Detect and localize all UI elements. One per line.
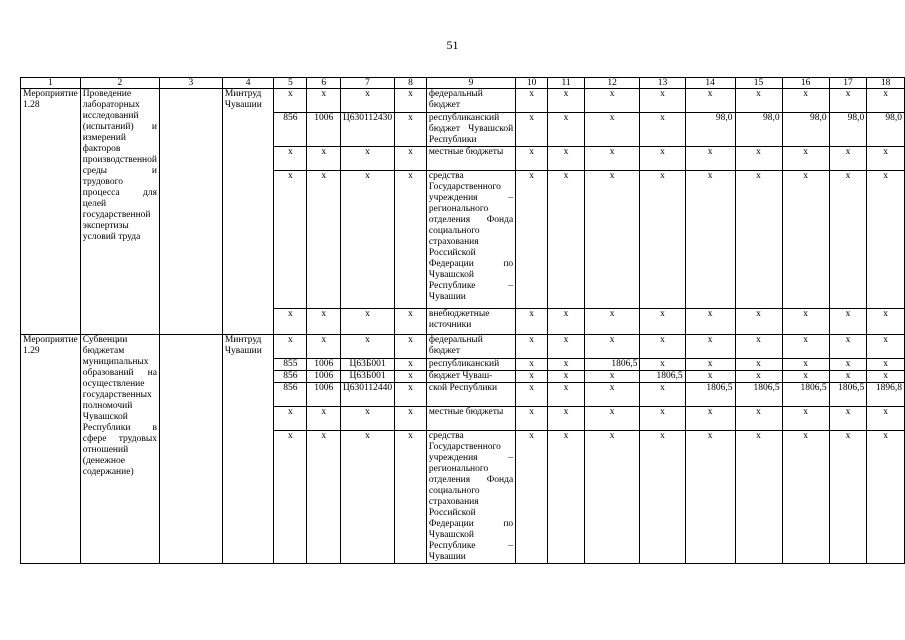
amount-cell: x <box>867 371 905 383</box>
amount-cell: x <box>584 371 640 383</box>
amount-cell: x <box>584 431 640 564</box>
amount-cell: x <box>516 407 548 431</box>
amount-cell: x <box>867 89 905 113</box>
amount-cell: x <box>685 309 735 335</box>
code-cell: x <box>307 309 340 335</box>
amount-cell: x <box>640 171 685 309</box>
amount-cell: x <box>640 359 685 371</box>
amount-cell: x <box>548 147 585 171</box>
header-cell: 2 <box>80 78 159 89</box>
event-number: Мероприятие 1.29 <box>21 335 81 564</box>
amount-cell: x <box>782 359 829 371</box>
amount-cell: x <box>685 407 735 431</box>
amount-cell: x <box>584 383 640 407</box>
code-cell: x <box>274 171 307 309</box>
header-cell: 17 <box>829 78 867 89</box>
amount-cell: x <box>516 371 548 383</box>
header-cell: 16 <box>782 78 829 89</box>
amount-cell: x <box>829 171 867 309</box>
amount-cell: 1896,8 <box>867 383 905 407</box>
amount-cell: x <box>516 431 548 564</box>
amount-cell: x <box>685 371 735 383</box>
amount-cell: x <box>782 371 829 383</box>
amount-cell: x <box>829 309 867 335</box>
amount-cell: x <box>735 407 782 431</box>
amount-cell: x <box>548 309 585 335</box>
amount-cell: x <box>867 309 905 335</box>
amount-cell: 98,0 <box>782 113 829 147</box>
code-cell: x <box>307 147 340 171</box>
amount-cell: x <box>829 431 867 564</box>
funding-source: местные бюджеты <box>426 407 515 431</box>
code-cell: x <box>274 147 307 171</box>
amount-cell: x <box>516 113 548 147</box>
amount-cell: x <box>584 335 640 359</box>
funding-source: средства Государственного учреждения – регионального отделения Фонда социального страхования Российской Федерации по Чувашской Республике – Чувашии <box>426 171 515 309</box>
amount-cell: x <box>782 89 829 113</box>
amount-cell: x <box>640 407 685 431</box>
header-cell: 7 <box>340 78 394 89</box>
amount-cell: x <box>867 335 905 359</box>
amount-cell: x <box>867 431 905 564</box>
amount-cell: 1806,5 <box>640 371 685 383</box>
amount-cell: x <box>829 359 867 371</box>
header-cell: 12 <box>584 78 640 89</box>
amount-cell: x <box>516 383 548 407</box>
amount-cell: x <box>516 335 548 359</box>
code-cell: 855 <box>274 359 307 371</box>
amount-cell: x <box>584 147 640 171</box>
code-cell: x <box>307 407 340 431</box>
amount-cell: x <box>735 371 782 383</box>
code-cell: x <box>395 371 427 383</box>
code-cell: x <box>395 147 427 171</box>
funding-source: бюджет Чуваш- <box>426 371 515 383</box>
code-cell: x <box>274 335 307 359</box>
header-cell: 9 <box>426 78 515 89</box>
amount-cell: x <box>782 309 829 335</box>
amount-cell: x <box>782 335 829 359</box>
amount-cell: x <box>685 335 735 359</box>
event-name: Субвенции бюджетам муниципальных образований на осуществление государственных полномочий Чувашской Республики в сфере трудовых отношений (денежное содержание) <box>80 335 159 564</box>
code-cell: 1006 <box>307 371 340 383</box>
amount-cell: x <box>548 383 585 407</box>
amount-cell: x <box>829 371 867 383</box>
amount-cell: x <box>516 89 548 113</box>
amount-cell: x <box>516 147 548 171</box>
amount-cell: 1806,5 <box>829 383 867 407</box>
amount-cell: 98,0 <box>829 113 867 147</box>
code-cell: x <box>395 335 427 359</box>
header-cell: 10 <box>516 78 548 89</box>
amount-cell: x <box>584 89 640 113</box>
code-cell: 856 <box>274 371 307 383</box>
amount-cell: x <box>640 89 685 113</box>
amount-cell: x <box>640 383 685 407</box>
funding-source: внебюджетные источники <box>426 309 515 335</box>
code-cell: x <box>274 431 307 564</box>
code-cell: x <box>395 171 427 309</box>
header-cell: 14 <box>685 78 735 89</box>
code-cell: x <box>340 431 394 564</box>
code-cell: Ц630112430 <box>340 113 394 147</box>
code-cell: x <box>395 407 427 431</box>
code-cell: x <box>340 309 394 335</box>
code-cell: x <box>395 383 427 407</box>
amount-cell: 98,0 <box>685 113 735 147</box>
event-name: Проведение лабораторных исследований (испытаний) и измерений факторов производственной среды и трудового процесса для целей государственной экспертизы условий труда <box>80 89 159 335</box>
amount-cell: x <box>516 171 548 309</box>
header-cell: 15 <box>735 78 782 89</box>
amount-cell: x <box>584 113 640 147</box>
amount-cell: x <box>867 171 905 309</box>
amount-cell: x <box>640 335 685 359</box>
amount-cell: 1806,5 <box>584 359 640 371</box>
executor: Минтруд Чувашии <box>222 89 273 335</box>
amount-cell: x <box>640 113 685 147</box>
funding-source: федеральный бюджет <box>426 335 515 359</box>
code-cell: x <box>274 309 307 335</box>
code-cell: 1006 <box>307 383 340 407</box>
amount-cell: x <box>867 359 905 371</box>
funding-source: республиканский бюджет Чувашской Республики <box>426 113 515 147</box>
amount-cell: x <box>548 171 585 309</box>
executor: Минтруд Чувашии <box>222 335 273 564</box>
header-cell: 3 <box>159 78 222 89</box>
amount-cell: x <box>685 359 735 371</box>
funding-source: средства Государственного учреждения – регионального отделения Фонда социального страхования Российской Федерации по Чувашской Республике – Чувашии <box>426 431 515 564</box>
code-cell: 856 <box>274 383 307 407</box>
amount-cell: x <box>548 371 585 383</box>
amount-cell: x <box>829 335 867 359</box>
amount-cell: x <box>782 171 829 309</box>
budget-table <box>20 77 905 564</box>
page-number: 51 <box>446 38 459 52</box>
amount-cell: x <box>640 431 685 564</box>
code-cell: x <box>340 407 394 431</box>
header-cell: 18 <box>867 78 905 89</box>
amount-cell: x <box>735 431 782 564</box>
amount-cell: x <box>516 359 548 371</box>
amount-cell: x <box>516 309 548 335</box>
code-cell: x <box>307 89 340 113</box>
funding-source: ской Республики <box>426 383 515 407</box>
amount-cell: x <box>685 171 735 309</box>
code-cell: x <box>395 359 427 371</box>
amount-cell: x <box>584 171 640 309</box>
header-cell: 1 <box>21 78 81 89</box>
amount-cell: x <box>735 171 782 309</box>
amount-cell: 98,0 <box>735 113 782 147</box>
amount-cell: x <box>685 89 735 113</box>
amount-cell: x <box>640 309 685 335</box>
code-cell: Ц63Б001 <box>340 371 394 383</box>
amount-cell: x <box>640 147 685 171</box>
code-cell: 1006 <box>307 359 340 371</box>
code-cell: x <box>274 407 307 431</box>
code-cell: x <box>340 89 394 113</box>
code-cell: 856 <box>274 113 307 147</box>
code-cell: x <box>307 335 340 359</box>
funding-source: федеральный бюджет <box>426 89 515 113</box>
amount-cell: x <box>548 359 585 371</box>
amount-cell: x <box>735 359 782 371</box>
amount-cell: x <box>584 407 640 431</box>
amount-cell: x <box>548 113 585 147</box>
amount-cell: x <box>829 147 867 171</box>
amount-cell: x <box>548 431 585 564</box>
header-cell: 11 <box>548 78 585 89</box>
amount-cell: x <box>829 89 867 113</box>
amount-cell: x <box>548 335 585 359</box>
amount-cell: 1806,5 <box>685 383 735 407</box>
header-row <box>21 78 905 89</box>
amount-cell: x <box>735 147 782 171</box>
header-cell: 4 <box>222 78 273 89</box>
amount-cell: x <box>867 407 905 431</box>
amount-cell: x <box>735 89 782 113</box>
amount-cell: x <box>735 335 782 359</box>
code-cell: x <box>340 147 394 171</box>
amount-cell: 1806,5 <box>782 383 829 407</box>
goal-cell <box>159 335 222 564</box>
table-row <box>21 335 905 359</box>
event-number: Мероприятие 1.28 <box>21 89 81 335</box>
code-cell: Ц630112440 <box>340 383 394 407</box>
code-cell: Ц63Б001 <box>340 359 394 371</box>
amount-cell: x <box>735 309 782 335</box>
amount-cell: x <box>782 407 829 431</box>
code-cell: x <box>307 171 340 309</box>
code-cell: x <box>395 89 427 113</box>
goal-cell <box>159 89 222 335</box>
amount-cell: 1806,5 <box>735 383 782 407</box>
code-cell: x <box>395 309 427 335</box>
header-cell: 6 <box>307 78 340 89</box>
amount-cell: x <box>584 309 640 335</box>
table-row <box>21 89 905 113</box>
code-cell: x <box>340 171 394 309</box>
amount-cell: x <box>685 431 735 564</box>
amount-cell: 98,0 <box>867 113 905 147</box>
amount-cell: x <box>867 147 905 171</box>
code-cell: x <box>340 335 394 359</box>
code-cell: x <box>307 431 340 564</box>
amount-cell: x <box>829 407 867 431</box>
header-cell: 13 <box>640 78 685 89</box>
amount-cell: x <box>782 431 829 564</box>
amount-cell: x <box>685 147 735 171</box>
amount-cell: x <box>782 147 829 171</box>
code-cell: 1006 <box>307 113 340 147</box>
amount-cell: x <box>548 89 585 113</box>
code-cell: x <box>274 89 307 113</box>
amount-cell: x <box>548 407 585 431</box>
header-cell: 5 <box>274 78 307 89</box>
code-cell: x <box>395 431 427 564</box>
funding-source: местные бюджеты <box>426 147 515 171</box>
funding-source: республиканский <box>426 359 515 371</box>
code-cell: x <box>395 113 427 147</box>
header-cell: 8 <box>395 78 427 89</box>
